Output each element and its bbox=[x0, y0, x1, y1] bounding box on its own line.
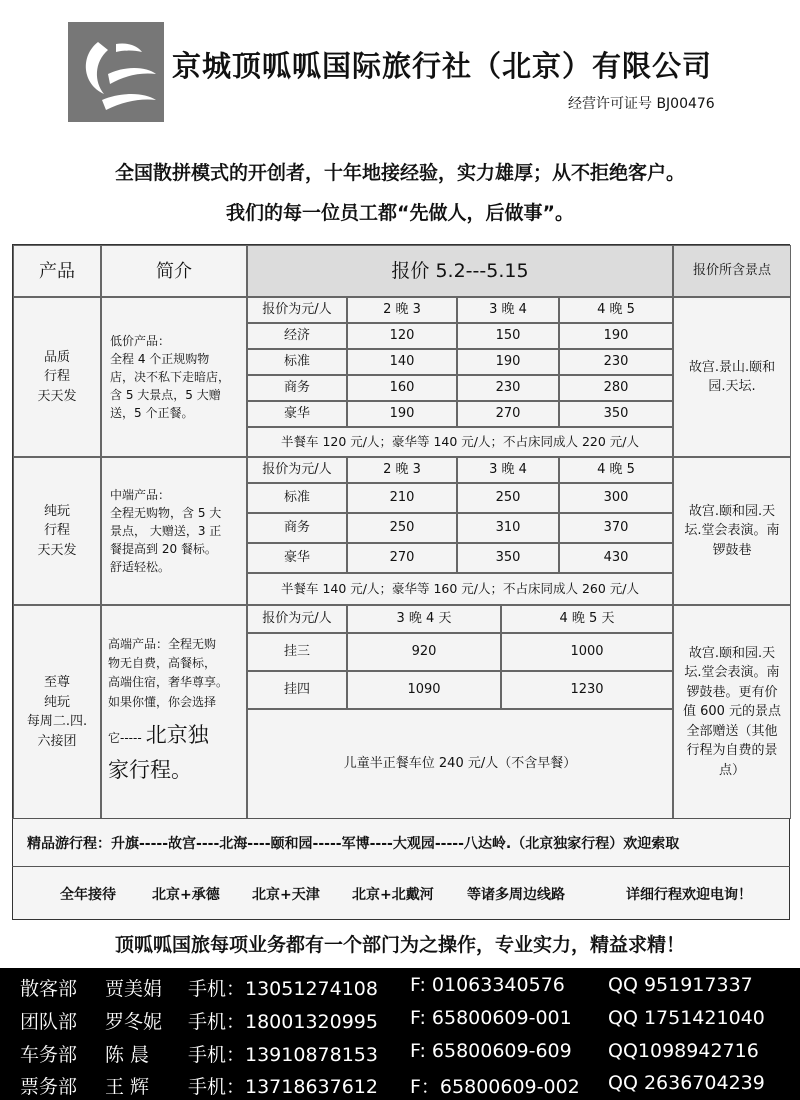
section3-row-label: 挂四 bbox=[247, 671, 347, 709]
section1-price: 190 bbox=[559, 323, 673, 349]
contact-qq: QQ 1751421040 bbox=[608, 1007, 765, 1029]
contact-fax: F: 01063340576 bbox=[410, 974, 565, 996]
section2-col-2: 3 晚 4 bbox=[457, 457, 559, 483]
section2-row-label: 商务 bbox=[247, 513, 347, 543]
contact-row bbox=[0, 970, 800, 1003]
section1-price: 350 bbox=[559, 401, 673, 427]
section1-price: 160 bbox=[347, 375, 457, 401]
section2-price: 300 bbox=[559, 483, 673, 513]
contact-dept: 票务部 bbox=[20, 1076, 78, 1098]
contact-dept: 车务部 bbox=[20, 1044, 78, 1066]
slogan-line-1: 全国散拼模式的开创者，十年地接经验，实力雄厚；从不拒绝客户。 bbox=[114, 162, 685, 184]
route-item: 北京+北戴河 bbox=[352, 886, 434, 903]
section2-price: 250 bbox=[457, 483, 559, 513]
section2-intro: 中端产品： 全程无购物，含 5 大 景点， 大赠送，3 正 餐提高到 20 餐标。 舒适轻松。 bbox=[101, 457, 247, 605]
header-price: 报价 5.2---5.15 bbox=[247, 245, 673, 297]
contact-row bbox=[0, 1036, 800, 1069]
contact-qq: QQ 951917337 bbox=[608, 974, 753, 996]
header-product: 产品 bbox=[13, 245, 101, 297]
section2-product: 纯玩 行程 天天发 bbox=[13, 457, 101, 605]
contact-mobile: 手机：13910878153 bbox=[188, 1044, 378, 1066]
section3-row-label: 挂三 bbox=[247, 633, 347, 671]
section2-price: 350 bbox=[457, 543, 559, 573]
company-name: 京城顶呱呱国际旅行社（北京）有限公司 bbox=[172, 49, 713, 83]
contact-name: 王 辉 bbox=[105, 1076, 150, 1098]
contact-fax: F: 65800609-001 bbox=[410, 1007, 572, 1029]
section1-price: 230 bbox=[457, 375, 559, 401]
section2-price: 310 bbox=[457, 513, 559, 543]
section3-col-2: 4 晚 5 天 bbox=[501, 605, 673, 633]
section1-col-0: 报价为元/人 bbox=[247, 297, 347, 323]
contact-mobile: 手机：13718637612 bbox=[188, 1076, 378, 1098]
section1-price: 280 bbox=[559, 375, 673, 401]
swirl-logo-icon bbox=[68, 22, 164, 122]
route-item: 北京+承德 bbox=[152, 886, 220, 903]
section1-price: 190 bbox=[457, 349, 559, 375]
license-number: 经营许可证号 BJ00476 bbox=[568, 96, 715, 112]
section3-intro-tail bbox=[108, 718, 209, 754]
section3-col-0: 报价为元/人 bbox=[247, 605, 347, 633]
section3-intro bbox=[101, 605, 247, 819]
section2-col-1: 2 晚 3 bbox=[347, 457, 457, 483]
section1-intro: 低价产品： 全程 4 个正规购物 店，决不私下走暗店， 含 5 大景点，5 大赠 送，5 个正餐。 bbox=[101, 297, 247, 457]
section1-row-label: 豪华 bbox=[247, 401, 347, 427]
section3-price: 1230 bbox=[501, 671, 673, 709]
routes-row bbox=[12, 866, 790, 920]
section3-intro-tail-big1: 北京独 bbox=[145, 722, 209, 747]
section2-price: 210 bbox=[347, 483, 457, 513]
contact-mobile: 手机：18001320995 bbox=[188, 1011, 378, 1033]
contact-dept: 散客部 bbox=[20, 978, 78, 1000]
route-item: 全年接待 bbox=[60, 886, 116, 903]
contact-row bbox=[0, 1003, 800, 1036]
contact-name: 贾美娟 bbox=[105, 978, 163, 1000]
section1-row-label: 标准 bbox=[247, 349, 347, 375]
section1-price: 230 bbox=[559, 349, 673, 375]
section2-row-label: 标准 bbox=[247, 483, 347, 513]
section2-note: 半餐车 140 元/人；豪华等 160 元/人；不占床同成人 260 元/人 bbox=[247, 573, 673, 605]
header-intro: 简介 bbox=[101, 245, 247, 297]
contacts-panel bbox=[0, 968, 800, 1100]
route-item: 等诸多周边线路 bbox=[467, 886, 565, 903]
section3-price: 1090 bbox=[347, 671, 501, 709]
contact-name: 陈 晨 bbox=[105, 1044, 150, 1066]
section3-price: 920 bbox=[347, 633, 501, 671]
contact-row bbox=[0, 1068, 800, 1100]
contact-qq: QQ 2636704239 bbox=[608, 1072, 765, 1094]
section2-col-0: 报价为元/人 bbox=[247, 457, 347, 483]
section3-intro-tail-prefix: 它----- bbox=[108, 730, 142, 745]
section3-intro-tail-big2: 家行程。 bbox=[108, 758, 192, 783]
section1-price: 270 bbox=[457, 401, 559, 427]
header-sights: 报价所含景点 bbox=[673, 245, 791, 297]
contact-dept: 团队部 bbox=[20, 1011, 78, 1033]
section2-price: 250 bbox=[347, 513, 457, 543]
slogan-line-2: 我们的每一位员工都“先做人，后做事”。 bbox=[226, 202, 574, 224]
contact-fax: F：65800609-002 bbox=[410, 1076, 580, 1098]
section3-note: 儿童半正餐车位 240 元/人（不含早餐） bbox=[247, 709, 673, 819]
section1-price: 150 bbox=[457, 323, 559, 349]
section2-col-3: 4 晚 5 bbox=[559, 457, 673, 483]
section2-price: 430 bbox=[559, 543, 673, 573]
section3-intro-text: 高端产品：全程无购 物无自费，高餐标， 高端住宿，奢华尊享。 如果你懂，你会选择 bbox=[108, 636, 229, 709]
section1-product: 品质 行程 天天发 bbox=[13, 297, 101, 457]
company-logo bbox=[68, 22, 164, 122]
route-item: 详细行程欢迎电询！ bbox=[626, 886, 752, 903]
section2-row-label: 豪华 bbox=[247, 543, 347, 573]
contact-mobile: 手机：13051274108 bbox=[188, 978, 378, 1000]
featured-itinerary: 精品游行程：升旗-----故宫----北海----颐和园-----军博----大观园-----八达岭.（北京独家行程）欢迎索取 bbox=[12, 818, 790, 866]
section1-sights: 故宫.景山.颐和 园.天坛. bbox=[673, 297, 791, 457]
section1-price: 140 bbox=[347, 349, 457, 375]
contact-name: 罗冬妮 bbox=[105, 1011, 163, 1033]
section1-col-2: 3 晚 4 bbox=[457, 297, 559, 323]
header bbox=[0, 0, 800, 150]
section1-col-1: 2 晚 3 bbox=[347, 297, 457, 323]
section2-price: 370 bbox=[559, 513, 673, 543]
section1-row-label: 商务 bbox=[247, 375, 347, 401]
section1-price: 190 bbox=[347, 401, 457, 427]
section1-note: 半餐车 120 元/人；豪华等 140 元/人；不占床同成人 220 元/人 bbox=[247, 427, 673, 457]
contact-qq: QQ1098942716 bbox=[608, 1040, 759, 1062]
section2-price: 270 bbox=[347, 543, 457, 573]
section2-sights: 故宫.颐和园.天 坛.堂会表演。南 锣鼓巷 bbox=[673, 457, 791, 605]
section3-sights: 故宫.颐和园.天 坛.堂会表演。南 锣鼓巷。更有价 值 600 元的景点 全部赠送（其他 行程为自费的景 点） bbox=[673, 605, 791, 819]
section1-price: 120 bbox=[347, 323, 457, 349]
section3-col-1: 3 晚 4 天 bbox=[347, 605, 501, 633]
section1-col-3: 4 晚 5 bbox=[559, 297, 673, 323]
section3-product: 至尊 纯玩 每周二.四. 六接团 bbox=[13, 605, 101, 819]
section1-row-label: 经济 bbox=[247, 323, 347, 349]
route-item: 北京+天津 bbox=[252, 886, 320, 903]
section3-price: 1000 bbox=[501, 633, 673, 671]
contact-fax: F: 65800609-609 bbox=[410, 1040, 572, 1062]
motto: 顶呱呱国旅每项业务都有一个部门为之操作，专业实力，精益求精！ bbox=[114, 934, 685, 956]
